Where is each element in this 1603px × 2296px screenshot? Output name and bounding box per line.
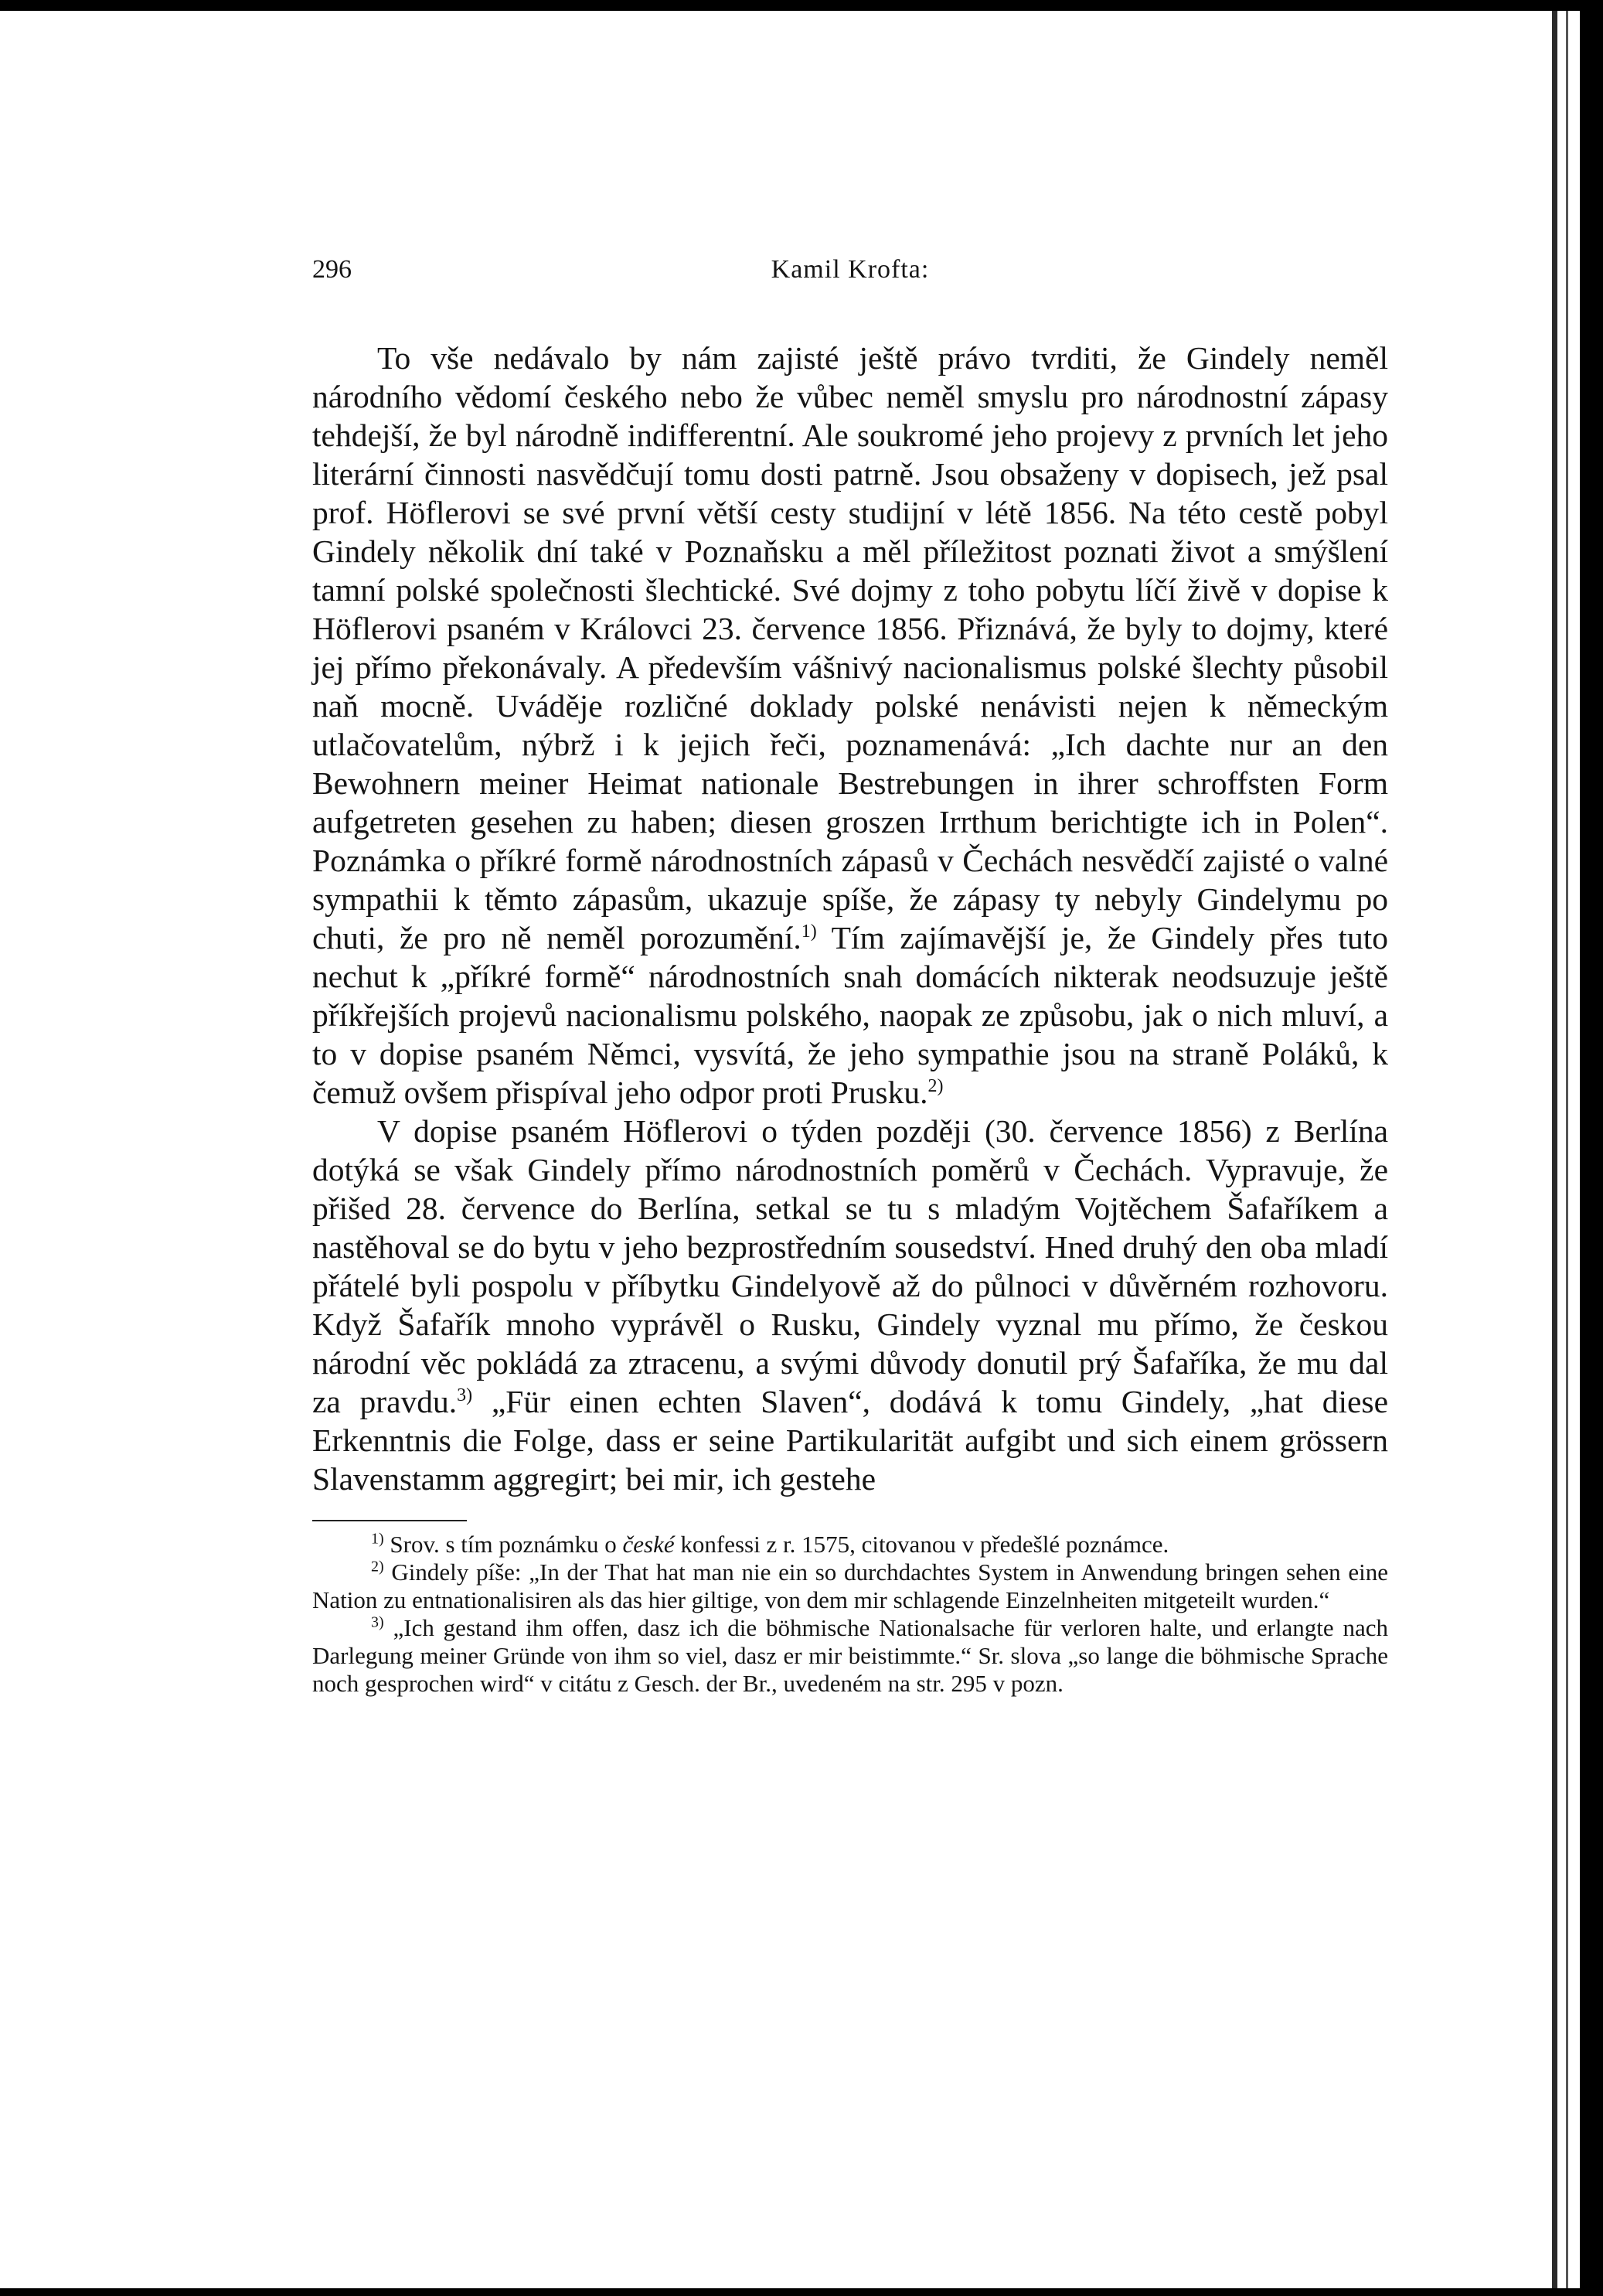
footnote-1 [312, 1531, 1388, 1558]
paragraph-1 [312, 339, 1388, 1112]
footnotes [312, 1531, 1388, 1698]
footnote-1-mark: 1) [371, 1530, 384, 1548]
scan-border-right [1580, 0, 1603, 2296]
running-head [312, 255, 1388, 291]
footnote-2-mark: 2) [371, 1558, 384, 1576]
paragraph-1-text-a: To vše nedávalo by nám zajisté ještě právo tvrditi, že Gindely neměl národního vědomí českého nebo že vůbec neměl smyslu pro národnostní zápasy tehdejší, že byl národně indifferentní. Ale soukromé jeho projevy z prvních let jeho literární činnosti nasvědčují tomu dosti patrně. Jsou obsaženy v dopisech, jež psal prof. Höflerovi se své první větší cesty studijní v létě 1856. Na této cestě pobyl Gindely několik dní také v Poznaňsku a měl příležitost poznati život a smýšlení tamní polské společnosti šlechtické. Své dojmy z toho pobytu líčí živě v dopise k Höflerovi psaném v Královci 23. července 1856. Přiznává, že byly to dojmy, které jej přímo překonávaly. A především vášnivý nacionalismus polské šlechty působil naň mocně. Uváděje rozličné doklady polské nenávisti nejen k německým utlačovatelům, nýbrž i k jejich řeči, poznamenává: „Ich dachte nur an den Bewohnern meiner Heimat nationale Bestrebungen in ihrer schroffsten Form aufgetreten gesehen zu haben; diesen groszen Irrthum berichtigte ich in Polen“. Poznámka o příkré formě národnostních zápasů v Čechách nesvědčí zajisté o valné sympathii k těmto zápasům, ukazuje spíše, že zápasy ty nebyly Gindelymu po chuti, že pro ně neměl porozumění. [312, 340, 1388, 956]
footnote-1-text-a: Srov. s tím poznámku o [383, 1531, 623, 1558]
paragraph-2-text-a: V dopise psaném Höflerovi o týden později (30. července 1856) z Berlína dotýká se však Gindely přímo národnostních poměrů v Čechách. Vypravuje, že přišed 28. července do Berlína, setkal se tu s mladým Vojtěchem Šafaříkem a nastěhoval se do bytu v jeho bezprostředním sousedství. Hned druhý den oba mladí přátelé byli pospolu v příbytku Gindelyově až do půlnoci v důvěrném rozhovoru. Když Šafařík mnoho vyprávěl o Rusku, Gindely vyznal mu přímo, že českou národní věc pokládá za ztracenu, a svými důvody donutil prý Šafaříka, že mu dal za pravdu. [312, 1113, 1388, 1419]
footnote-1-text-b: konfessi z r. 1575, citovanou v předešlé poznámce. [674, 1531, 1169, 1558]
footnote-3-text: „Ich gestand ihm offen, dasz ich die böhmische Nationalsache für verloren halte, und erlangte nach Darlegung meiner Gründe von ihm so viel, dasz er mir beistimmte.“ Sr. slova „so lange die böhmische Sprache noch gesprochen wird“ v citátu z Gesch. der Br., uvedeném na str. 295 v pozn. [312, 1614, 1388, 1697]
scan-border-top [0, 0, 1603, 11]
scan-border-bottom [0, 2288, 1603, 2296]
footnote-2-text: Gindely píše: „In der That hat man nie ein so durchdachtes System in Anwendung bringen sehen eine Nation zu entnationalisiren als das hier giltige, von dem mir schlagende Einzelnheiten mitgeteilt wurden.“ [312, 1558, 1388, 1613]
page-number: 296 [312, 255, 352, 284]
footnote-1-italic: české [622, 1531, 675, 1558]
running-title: Kamil Krofta: [771, 255, 930, 284]
footnote-ref-2: 2) [927, 1076, 944, 1097]
footnote-3 [312, 1614, 1388, 1698]
footnote-divider [312, 1520, 467, 1521]
paragraph-1-text-b: Tím zajímavější je, že Gindely přes tuto nechut k „příkré formě“ národnostních snah domácích nikterak neodsuzuje ještě příkřejších projevů nacionalismu polského, naopak ze způsobu, jak o nich mluví, a to v dopise psaném Němci, vysvítá, že jeho sympathie jsou na straně Poláků, k čemuž ovšem přispíval jeho odpor proti Prusku. [312, 920, 1388, 1110]
book-page [312, 255, 1388, 1698]
paragraph-2-text-b: „Für einen echten Slaven“, dodává k tomu Gindely, „hat diese Erkenntnis die Folge, dass er seine Partikularität aufgibt und sich einem grössern Slavenstamm aggregirt; bei mir, ich gestehe [312, 1384, 1388, 1497]
page-edge-shadow [1552, 11, 1557, 2288]
footnote-2 [312, 1558, 1388, 1614]
footnote-3-mark: 3) [371, 1613, 384, 1631]
footnote-ref-3: 3) [457, 1385, 473, 1406]
paragraph-2 [312, 1112, 1388, 1498]
footnote-ref-1: 1) [801, 921, 817, 942]
page-edge-line [1566, 11, 1568, 2288]
main-text [312, 339, 1388, 1498]
